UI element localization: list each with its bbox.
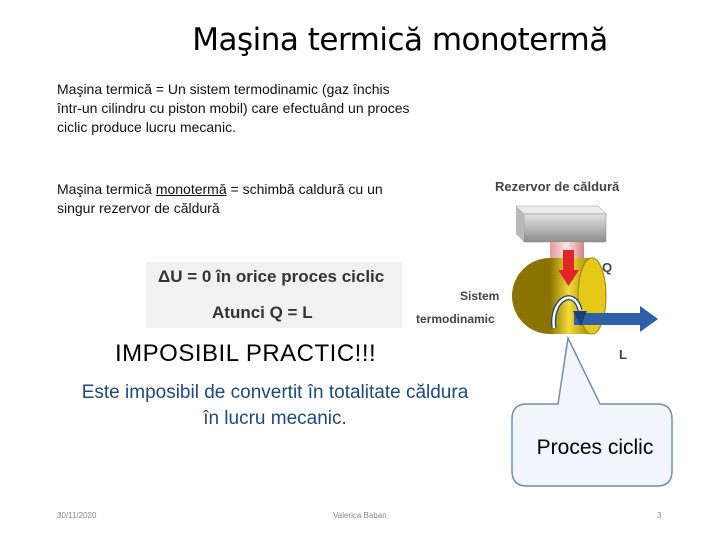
system-label-line-1: Sistem	[460, 289, 500, 303]
definition-term: Maşina termică	[57, 81, 152, 97]
equation-line-2: Atunci Q = L	[212, 303, 313, 322]
impossible-statement: IMPOSIBIL PRACTIC!!!	[115, 340, 377, 367]
footer-date: 30/11/2020	[57, 511, 97, 520]
definition-text: = schimbă caldură cu un singur rezervor de căldură	[57, 181, 383, 216]
definition-text: = Un sistem termodinamic (gaz închis într-un cilindru cu piston mobil) care efectuând un proces ciclic produce lucru mecanic.	[57, 81, 410, 135]
equation-line-1: ΔU = 0 în orice proces ciclic	[158, 267, 385, 286]
definition-term-start: Maşina termică	[57, 181, 156, 197]
heat-label: Q	[602, 260, 613, 275]
footer-author: Valerica Baban	[333, 511, 387, 520]
callout-shape	[512, 338, 672, 486]
reservoir-label: Rezervor de căldură	[495, 179, 620, 194]
slide-title: Maşina termică monotermă	[192, 22, 608, 58]
system-label-line-2: termodinamic	[416, 312, 495, 326]
footer-page-number: 3	[657, 511, 662, 520]
definition-term-underlined: monotermă	[155, 181, 227, 197]
work-label: L	[619, 347, 627, 362]
callout-text: Proces ciclic	[536, 436, 654, 459]
conclusion-text: Este imposibil de convertit în totalitate căldura în lucru mecanic.	[81, 382, 469, 429]
